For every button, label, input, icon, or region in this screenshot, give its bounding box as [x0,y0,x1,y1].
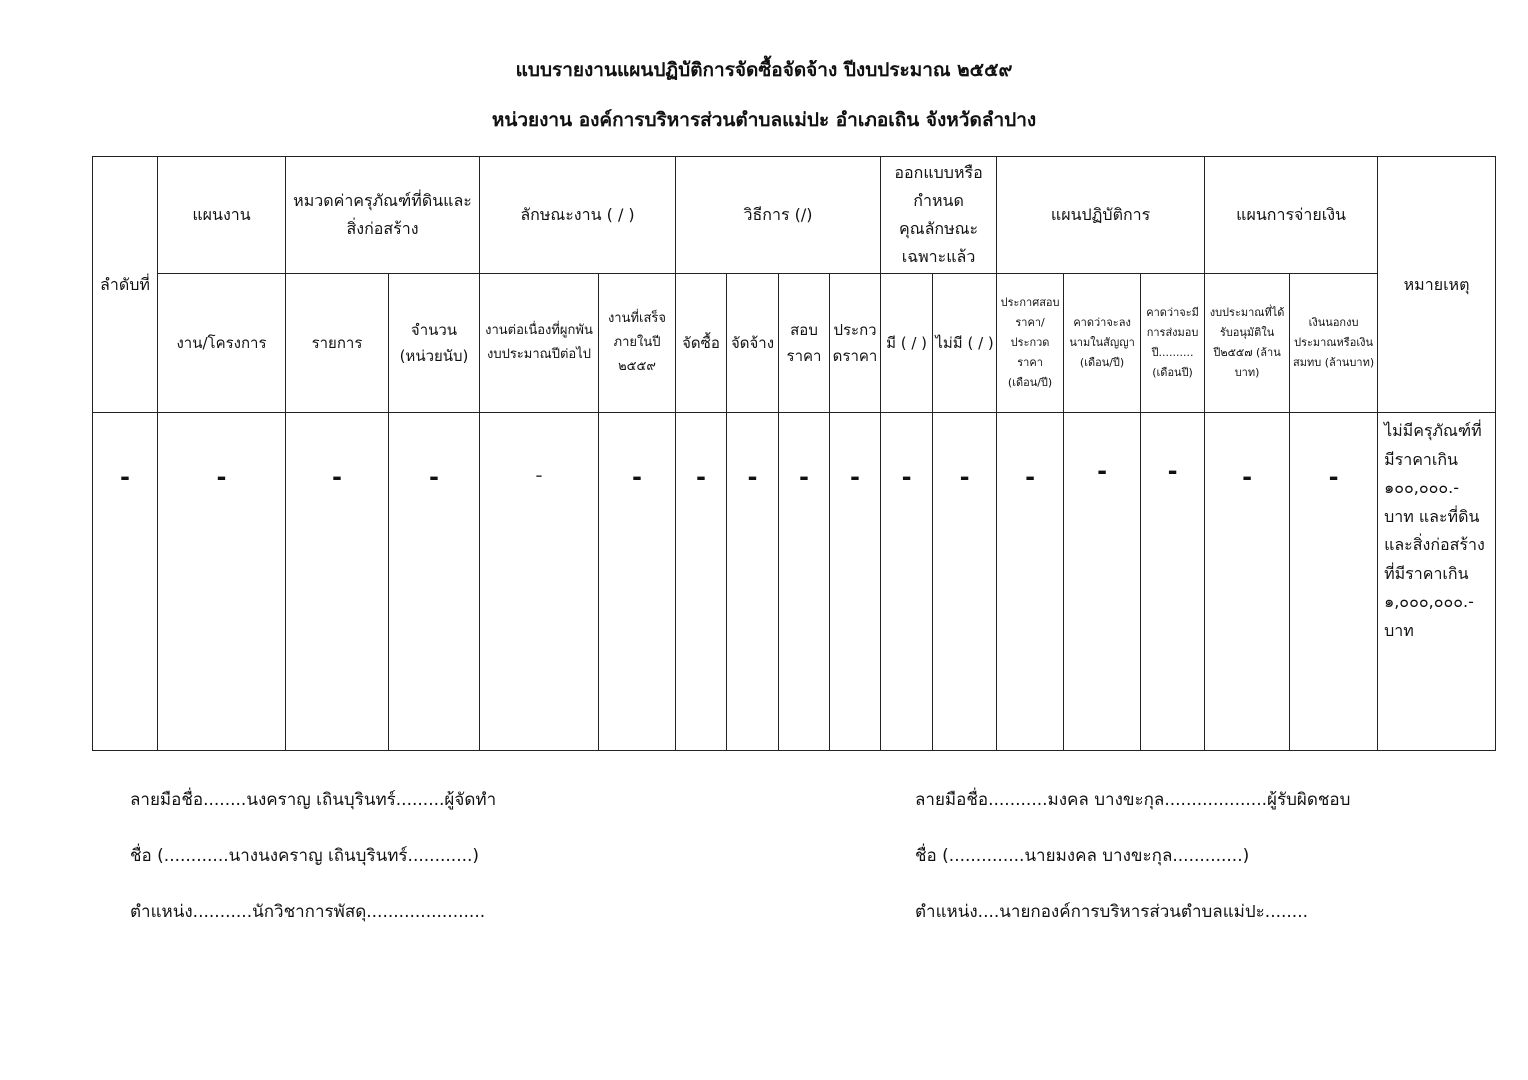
subheader-quantity: จำนวน (หน่วยนับ) [389,274,480,413]
header-payment-plan: แผนการจ่ายเงิน [1205,157,1378,274]
cell-buy: - [676,413,727,751]
cell-item: - [286,413,389,751]
header-nature: ลักษณะงาน ( / ) [480,157,676,274]
cell-announce: - [997,413,1064,751]
header-method: วิธีการ (/) [676,157,881,274]
subheader-announce: ประกาศสอบราคา/ประกวดราคา (เดือน/ปี) [997,274,1064,413]
cell-project: - [158,413,286,751]
left-position-line: ตำแหน่ง...........นักวิชาการพัสดุ...................... [130,902,486,922]
right-position-line: ตำแหน่ง....นายกองค์การบริหารส่วนตำบลแม่ปะ........ [915,902,1309,922]
cell-quantity: - [389,413,480,751]
subheader-bidding: ประกวดราคา [830,274,881,413]
cell-delivery: - [1141,413,1205,751]
cell-bidding: - [830,413,881,751]
left-signature-line: ลายมือชื่อ........นงคราญ เถินบุรินทร์.........ผู้จัดทำ [130,790,497,810]
subheader-extra-budget: เงินนอกงบประมาณหรือเงินสมทบ (ล้านบาท) [1290,274,1378,413]
header-category: หมวดค่าครุภัณฑ์ที่ดินและสิ่งก่อสร้าง [286,157,480,274]
subheader-hire: จัดจ้าง [727,274,779,413]
subheader-continuing: งานต่อเนื่องที่ผูกพันงบประมาณปีต่อไป [480,274,599,413]
cell-have: - [881,413,933,751]
left-name-line: ชื่อ (............นางนงคราญ เถินบุรินทร์............) [130,846,480,866]
cell-extra-budget: - [1290,413,1378,751]
subheader-project: งาน/โครงการ [158,274,286,413]
subheader-delivery: คาดว่าจะมีการส่งมอบปี.......... (เดือนปี) [1141,274,1205,413]
cell-remark: ไม่มีครุภัณฑ์ที่มีราคาเกิน ๑๐๐,๐๐๐.- บาท และที่ดินและสิ่งก่อสร้างที่มีราคาเกิน ๑,๐๐๐,๐๐๐.- บาท [1378,413,1496,751]
header-remark: หมายเหตุ [1378,157,1496,413]
right-signature-line: ลายมือชื่อ...........มงคล บางขะกุล...................ผู้รับผิดชอบ [915,790,1351,810]
right-name-line: ชื่อ (..............นายมงคล บางขะกุล.............) [915,846,1250,866]
cell-sign-contract: - [1064,413,1141,751]
cell-hire: - [727,413,779,751]
subheader-item: รายการ [286,274,389,413]
header-design: ออกแบบหรือกำหนดคุณลักษณะเฉพาะแล้ว [881,157,997,274]
header-action-plan: แผนปฏิบัติการ [997,157,1205,274]
cell-approved-budget: - [1205,413,1290,751]
subheader-approved-budget: งบประมาณที่ได้รับอนุมัติในปี๒๕๕๗ (ล้านบาท) [1205,274,1290,413]
subheader-buy: จัดซื้อ [676,274,727,413]
cell-order: - [93,413,158,751]
cell-price-check: - [779,413,830,751]
subheader-price-check: สอบราคา [779,274,830,413]
cell-not-have: - [933,413,997,751]
report-subtitle: หน่วยงาน องค์การบริหารส่วนตำบลแม่ปะ อำเภอเถิน จังหวัดลำปาง [491,109,1037,131]
header-order: ลำดับที่ [93,157,158,413]
header-plan: แผนงาน [158,157,286,274]
subheader-sign-contract: คาดว่าจะลงนามในสัญญา (เดือน/ปี) [1064,274,1141,413]
subheader-have: มี ( / ) [881,274,933,413]
cell-finish: - [599,413,676,751]
subheader-finish: งานที่เสร็จภายในปี ๒๕๕๙ [599,274,676,413]
cell-continuing: - [480,413,599,751]
subheader-not-have: ไม่มี ( / ) [933,274,997,413]
procurement-plan-table [92,156,1496,751]
report-title: แบบรายงานแผนปฏิบัติการจัดซื้อจัดจ้าง ปีงบประมาณ ๒๕๕๙ [515,59,1013,81]
